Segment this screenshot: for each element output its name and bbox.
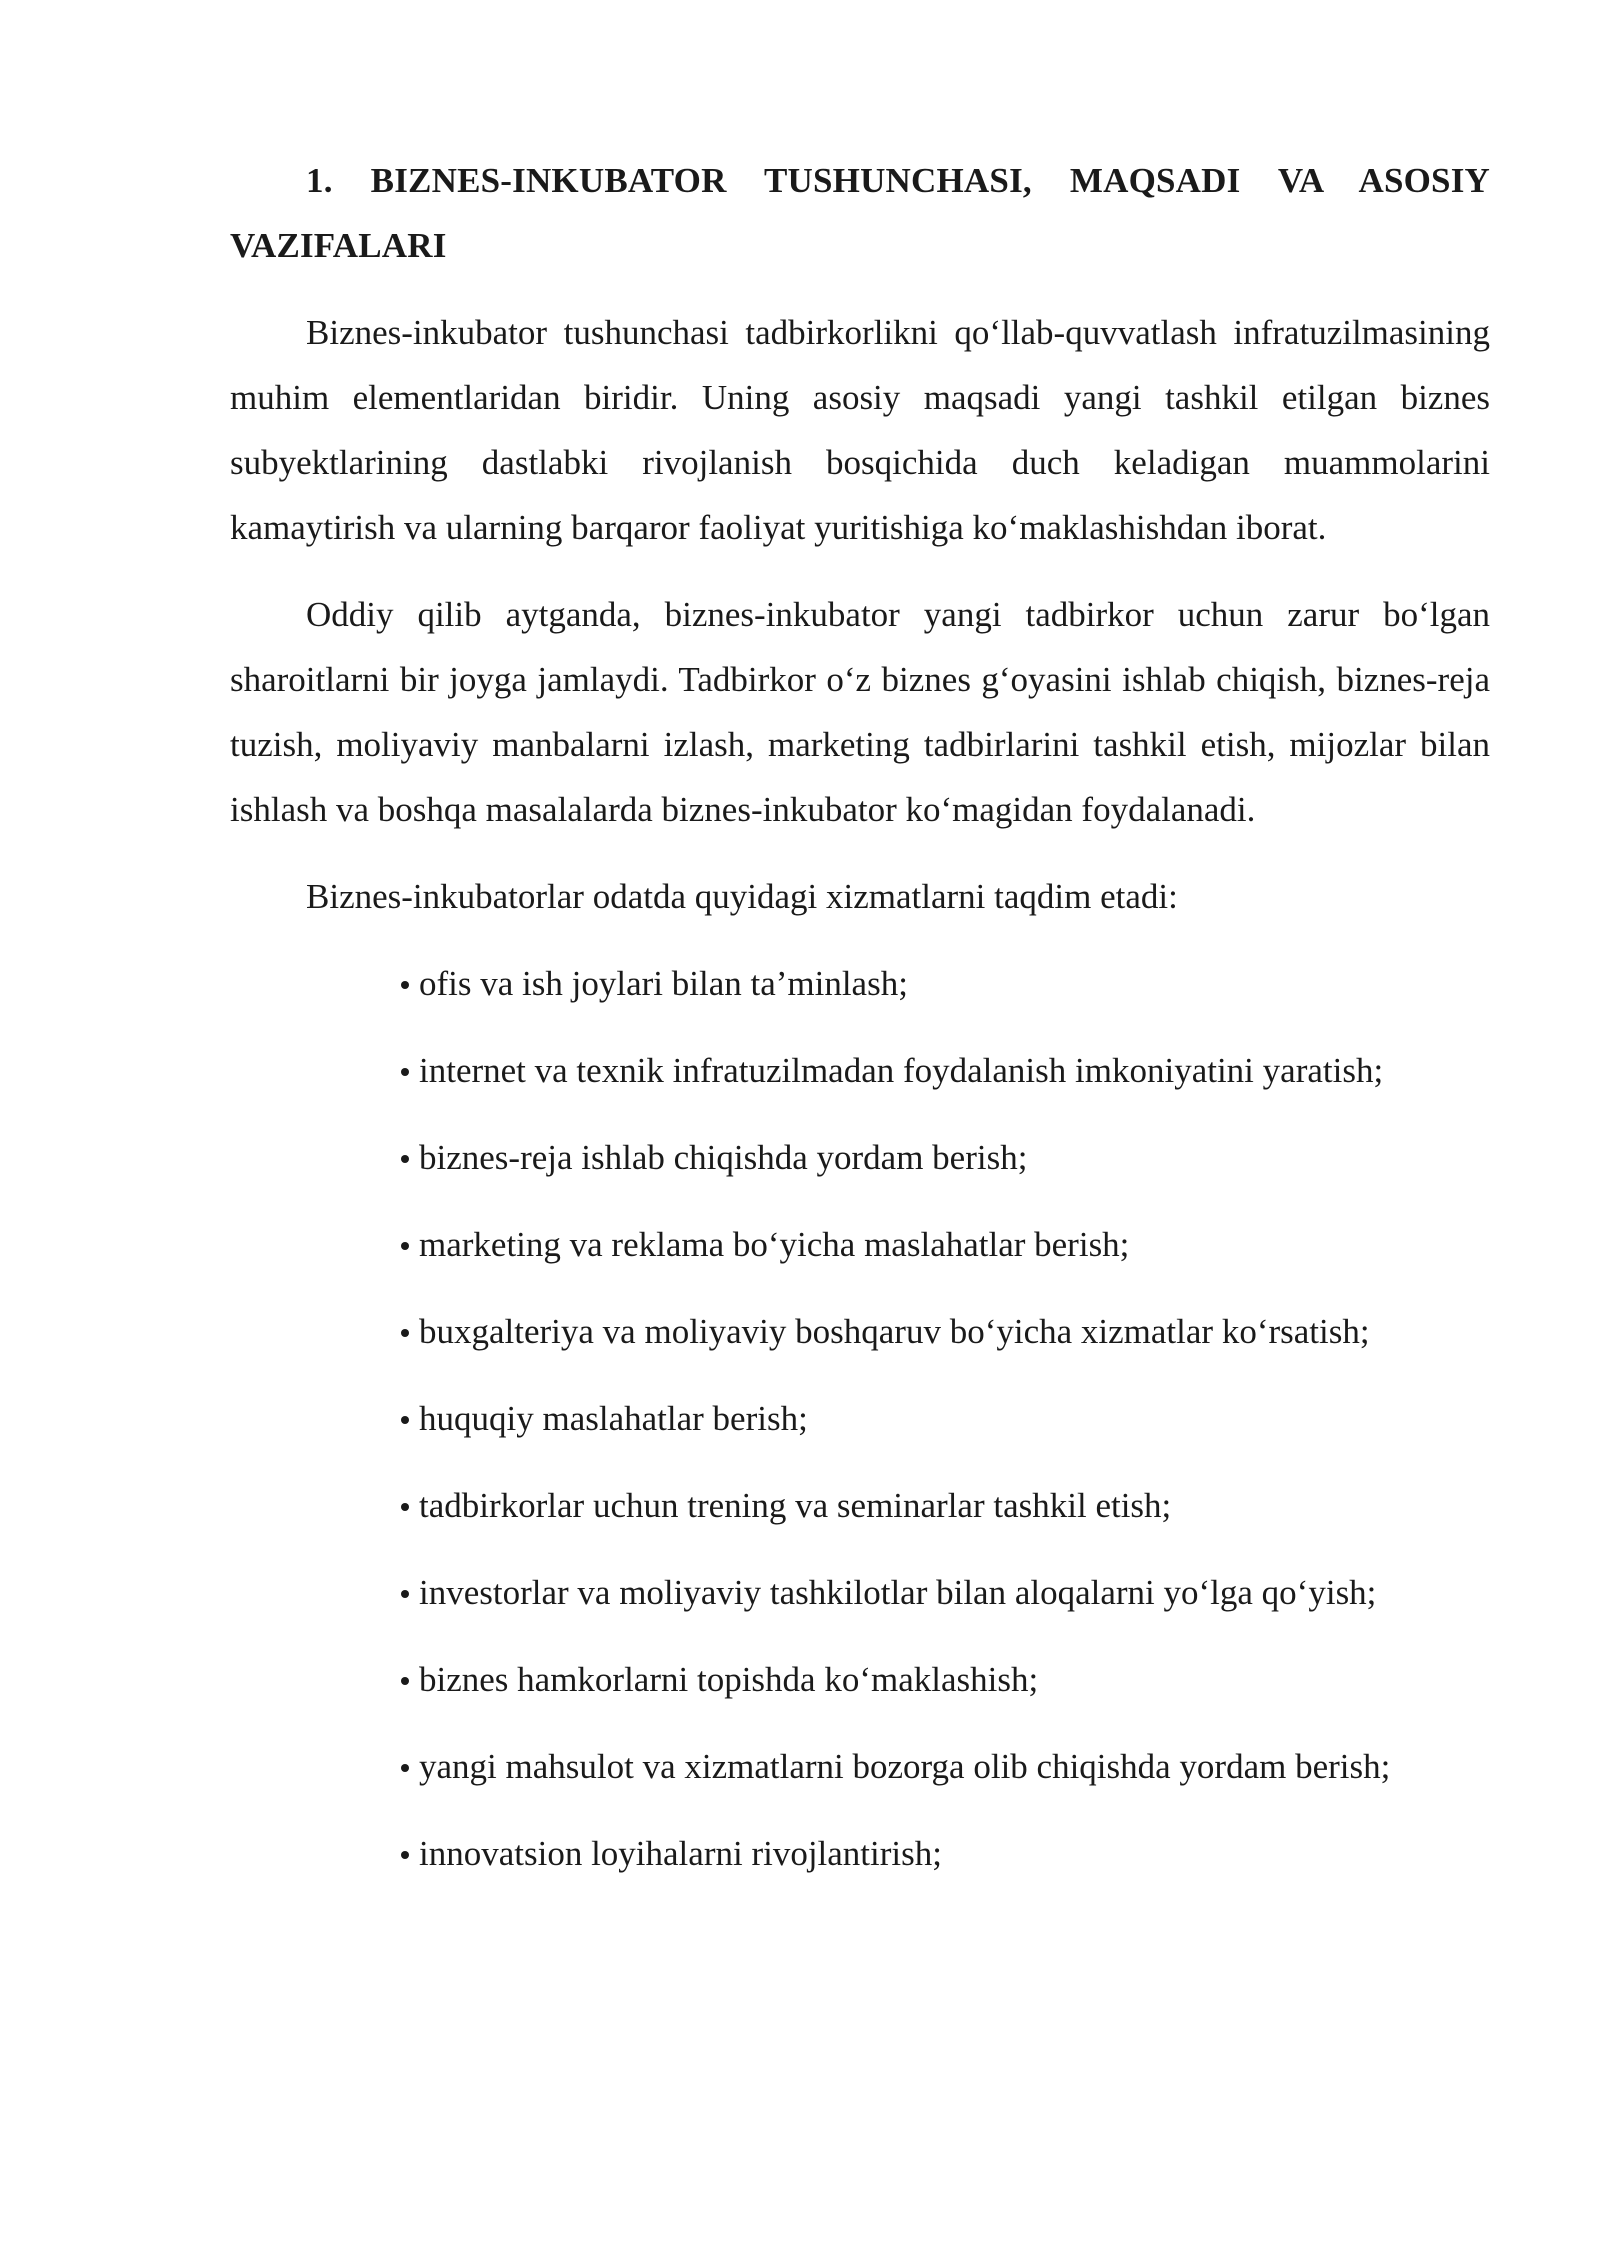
list-item [230, 1299, 1490, 1364]
bullet-icon [401, 1677, 409, 1685]
list-item-text: tadbirkorlar uchun trening va seminarlar tashkil etish; [419, 1486, 1172, 1525]
list-item-text: biznes-reja ishlab chiqishda yordam berish; [419, 1138, 1028, 1177]
bullet-icon [401, 1590, 409, 1598]
list-item-text: investorlar va moliyaviy tashkilotlar bilan aloqalarni yo‘lga qo‘yish; [419, 1573, 1377, 1612]
document-page [230, 148, 1490, 1908]
list-item-text: ofis va ish joylari bilan ta’minlash; [419, 964, 908, 1003]
bullet-icon [401, 1068, 409, 1076]
list-item [230, 951, 1490, 1016]
bullet-icon [401, 1242, 409, 1250]
list-item-text: innovatsion loyihalarni rivojlantirish; [419, 1834, 942, 1873]
list-item [230, 1038, 1490, 1103]
list-item [230, 1560, 1490, 1625]
list-item [230, 1125, 1490, 1190]
list-item-text: biznes hamkorlarni topishda ko‘maklashish; [419, 1660, 1039, 1699]
list-item [230, 1473, 1490, 1538]
list-item [230, 1821, 1490, 1886]
section-heading: 1. BIZNES-INKUBATOR TUSHUNCHASI, MAQSADI VA ASOSIY VAZIFALARI [230, 161, 1490, 265]
bullet-icon [401, 1155, 409, 1163]
list-item [230, 1212, 1490, 1277]
list-item [230, 1647, 1490, 1712]
bullet-icon [401, 1416, 409, 1424]
paragraph-definition: Biznes-inkubator tushunchasi tadbirkorlikni qo‘llab-quvvatlash infratuzilmasining muhim elementlaridan biridir. Uning asosiy maqsadi yangi tashkil etilgan biznes subyektlarining dastlabki rivojlanish bosqichida duch keladigan muammolarini kamaytirish va ularning barqaror faoliyat yuritishiga ko‘maklashishdan iborat. [230, 313, 1490, 547]
bullet-icon [401, 1503, 409, 1511]
list-item [230, 1734, 1490, 1799]
list-item-text: internet va texnik infratuzilmadan foydalanish imkoniyatini yaratish; [419, 1051, 1384, 1090]
bullet-icon [401, 1851, 409, 1859]
bullet-icon [401, 981, 409, 989]
bullet-icon [401, 1764, 409, 1772]
list-item-text: marketing va reklama bo‘yicha maslahatlar berish; [419, 1225, 1130, 1264]
bullet-icon [401, 1329, 409, 1337]
list-item-text: huquqiy maslahatlar berish; [419, 1399, 808, 1438]
services-list [230, 951, 1490, 1886]
list-item-text: yangi mahsulot va xizmatlarni bozorga olib chiqishda yordam berish; [419, 1747, 1391, 1786]
list-item [230, 1386, 1490, 1451]
services-intro: Biznes-inkubatorlar odatda quyidagi xizmatlarni taqdim etadi: [306, 877, 1178, 916]
paragraph-explanation: Oddiy qilib aytganda, biznes-inkubator yangi tadbirkor uchun zarur bo‘lgan sharoitlarni bir joyga jamlaydi. Tadbirkor o‘z biznes g‘oyasini ishlab chiqish, biznes-reja tuzish, moliyaviy manbalarni izlash, marketing tadbirlarini tashkil etish, mijozlar bilan ishlash va boshqa masalalarda biznes-inkubator ko‘magidan foydalanadi. [230, 595, 1490, 829]
list-item-text: buxgalteriya va moliyaviy boshqaruv bo‘yicha xizmatlar ko‘rsatish; [419, 1312, 1370, 1351]
